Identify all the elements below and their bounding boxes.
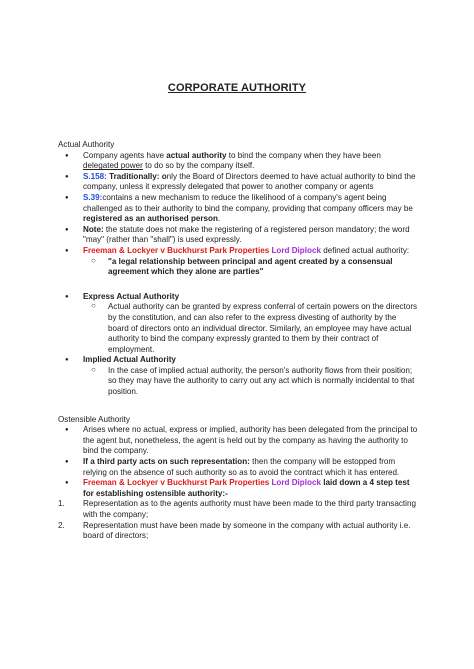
sub-list-item: ○ In the case of implied actual authority, the person's authority flows from their position; so they may have the authority to carry out any act which is normally incidental to that position. bbox=[83, 366, 418, 398]
text: contains a new mechanism to reduce the likelihood of a company's agent being challenged as to their authority to bind the company, providing that company officers may be bbox=[83, 192, 413, 213]
list-item bbox=[58, 457, 418, 478]
spacer bbox=[58, 398, 418, 415]
page-title: CORPORATE AUTHORITY bbox=[167, 82, 307, 94]
section-heading-ostensible-authority: Ostensible Authority bbox=[58, 414, 130, 424]
case-name: Freeman & Lockyer v Buckhurst Park Properties bbox=[83, 245, 270, 255]
list-item bbox=[58, 355, 418, 397]
text: the statute does not make the registering of a registered person mandatory; the word "may" (rather than "shall") is used expressly. bbox=[83, 224, 410, 245]
numbered-item bbox=[58, 499, 418, 520]
document-body bbox=[58, 140, 418, 542]
judge-name: Lord Diplock bbox=[271, 478, 321, 488]
text: to bind the company when they have been bbox=[226, 150, 381, 160]
text: Company agents have bbox=[83, 150, 167, 160]
bold-text: Note: bbox=[83, 224, 104, 234]
actual-authority-types-list bbox=[58, 292, 418, 398]
text: Representation must have been made by someone in the company with actual authority i.e. board of directors; bbox=[83, 520, 411, 541]
numbered-item bbox=[58, 521, 418, 542]
bold-text: registered as an authorised person bbox=[83, 214, 218, 224]
text: . bbox=[217, 214, 221, 224]
text: defined actual authority: bbox=[320, 245, 410, 255]
statute-reference: S.158: bbox=[83, 171, 107, 181]
list-item bbox=[58, 193, 418, 225]
item-number: 2. bbox=[58, 520, 65, 530]
list-item bbox=[58, 246, 418, 278]
sub-list bbox=[83, 257, 418, 278]
ostensible-authority-list bbox=[58, 425, 418, 499]
statute-reference: S.39: bbox=[83, 192, 103, 202]
bold-text: actual authority bbox=[166, 150, 227, 160]
text: then the company will be estopped from relying on the absence of such authority so as to avoid the contract which it has entered. bbox=[83, 457, 400, 477]
section-heading-actual-authority: Actual Authority bbox=[58, 140, 115, 149]
text: nly the Board of Directors deemed to have actual authority to bind the company, unless it expressly delegated that power to another company or agents bbox=[83, 171, 416, 192]
sub-list-item: ○ Actual authority can be granted by express conferral of certain powers on the directors by the constitution, and can also refer to the express divesting of authority by the board of directors onto an individual director. Similarly, an employee may have actual authority to bind the company expressly granted to them by their contract of employment. bbox=[83, 302, 418, 355]
bold-text: If a third party acts on such representation: bbox=[83, 457, 250, 467]
spacer bbox=[58, 278, 418, 292]
list-item bbox=[58, 225, 418, 246]
four-step-test-list bbox=[58, 499, 418, 541]
bold-text: laid down a 4 step test for establishing ostensible authority:- bbox=[83, 478, 410, 498]
list-item: ● Arises where no actual, express or implied, authority has been delegated from the principal to the agent but, nonetheless, the agent is held out by the company as having the authority to bind the company. bbox=[58, 425, 418, 457]
list-item bbox=[58, 478, 418, 499]
list-item bbox=[58, 151, 418, 172]
bold-text: Traditionally: o bbox=[106, 171, 167, 181]
item-number: 1. bbox=[58, 499, 65, 509]
actual-authority-list bbox=[58, 151, 418, 278]
text: to do so by the company itself. bbox=[142, 161, 255, 171]
text: Representation as to the agents authority must have been made to the third party transacting with the company; bbox=[83, 499, 416, 519]
case-name: Freeman & Lockyer v Buckhurst Park Properties bbox=[83, 478, 270, 488]
judge-name: Lord Diplock bbox=[271, 245, 321, 255]
subheading-implied-actual-authority: Implied Actual Authority bbox=[83, 355, 176, 365]
underlined-text: delegated power bbox=[83, 161, 143, 171]
subheading-express-actual-authority: Express Actual Authority bbox=[83, 291, 180, 301]
list-item bbox=[58, 172, 418, 193]
sub-list bbox=[83, 302, 418, 355]
list-item bbox=[58, 292, 418, 356]
sub-list bbox=[83, 366, 418, 398]
quote-item: ○ "a legal relationship between principal and agent created by a consensual agreement which they alone are parties" bbox=[83, 257, 418, 278]
